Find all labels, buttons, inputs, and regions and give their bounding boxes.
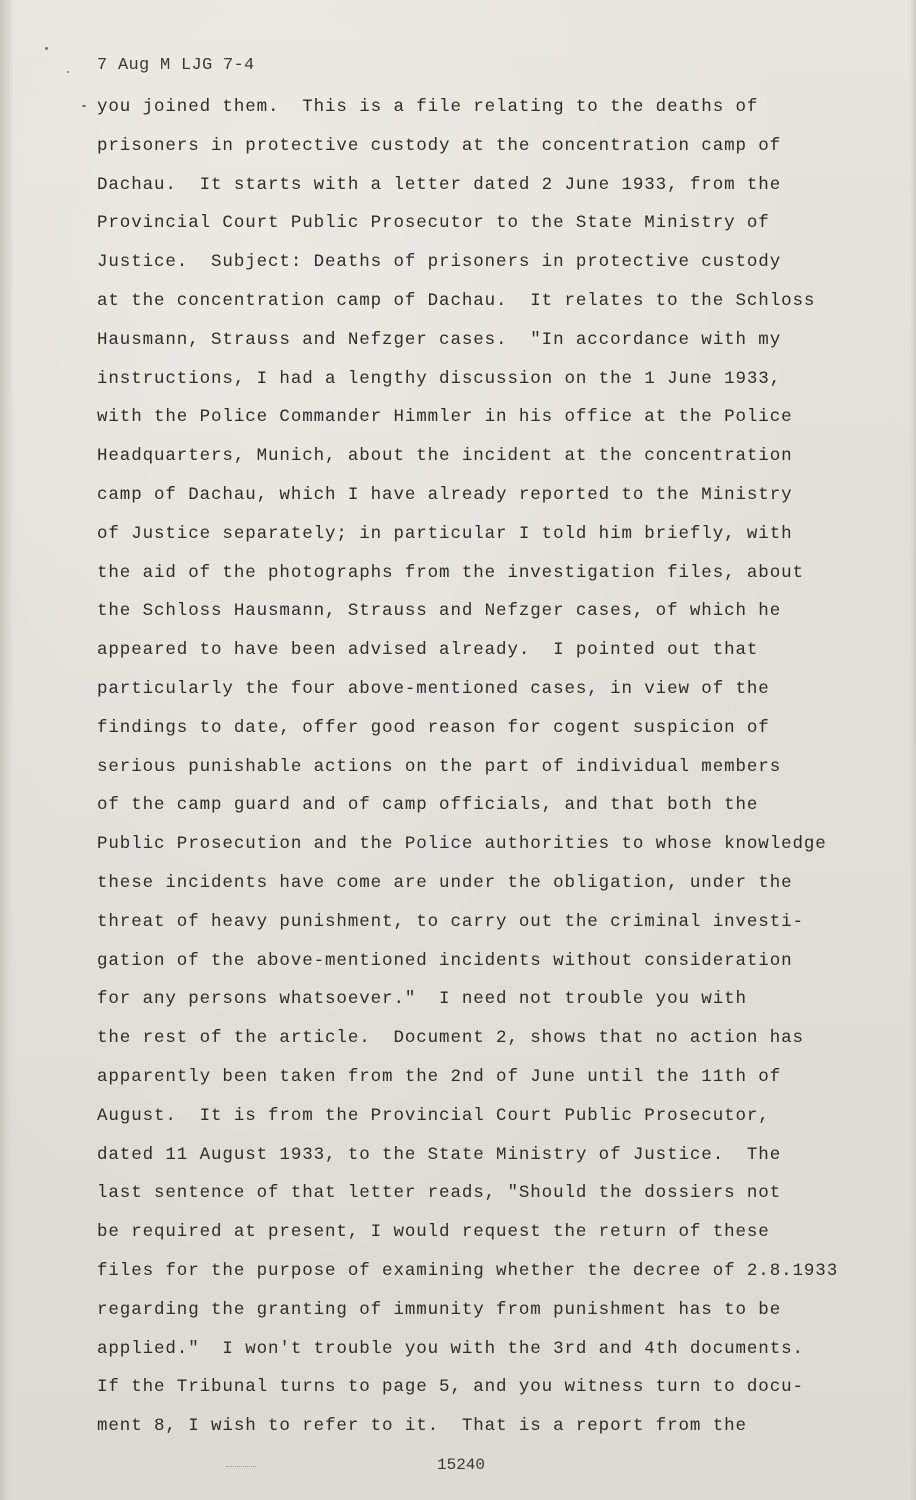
text-line: If the Tribunal turns to page 5, and you witness turn to docu- bbox=[97, 1377, 804, 1397]
text-line: the aid of the photographs from the investigation files, about bbox=[97, 563, 804, 583]
text-line: be required at present, I would request the return of these bbox=[97, 1222, 770, 1242]
text-line: the rest of the article. Document 2, shows that no action has bbox=[97, 1028, 804, 1048]
text-line: Justice. Subject: Deaths of prisoners in protective custody bbox=[97, 252, 782, 272]
page-header: 7 Aug M LJG 7-4 bbox=[97, 56, 255, 75]
text-line: last sentence of that letter reads, "Should the dossiers not bbox=[97, 1183, 782, 1203]
text-line: the Schloss Hausmann, Strauss and Nefzger cases, of which he bbox=[97, 601, 782, 621]
text-line: Provincial Court Public Prosecutor to the State Ministry of bbox=[97, 213, 770, 233]
text-line: of Justice separately; in particular I told him briefly, with bbox=[97, 524, 793, 544]
text-line: at the concentration camp of Dachau. It relates to the Schloss bbox=[97, 291, 816, 311]
text-line: instructions, I had a lengthy discussion on the 1 June 1933, bbox=[97, 369, 782, 389]
text-line: applied." I won't trouble you with the 3rd and 4th documents. bbox=[97, 1339, 804, 1359]
text-line: apparently been taken from the 2nd of June until the 11th of bbox=[97, 1067, 782, 1087]
text-line: you joined them. This is a file relating to the deaths of bbox=[97, 97, 759, 117]
text-line: Hausmann, Strauss and Nefzger cases. "In accordance with my bbox=[97, 330, 782, 350]
text-line: particularly the four above-mentioned cases, in view of the bbox=[97, 679, 770, 699]
text-line: for any persons whatsoever." I need not trouble you with bbox=[97, 989, 747, 1009]
text-line: Dachau. It starts with a letter dated 2 June 1933, from the bbox=[97, 175, 782, 195]
text-line: prisoners in protective custody at the concentration camp of bbox=[97, 136, 782, 156]
footer-mark bbox=[226, 1466, 256, 1468]
text-line: ment 8, I wish to refer to it. That is a report from the bbox=[97, 1416, 747, 1436]
text-line: with the Police Commander Himmler in his office at the Police bbox=[97, 407, 793, 427]
text-line: appeared to have been advised already. I pointed out that bbox=[97, 640, 759, 660]
page-number: 15240 bbox=[437, 1456, 486, 1474]
text-line: camp of Dachau, which I have already reported to the Ministry bbox=[97, 485, 793, 505]
text-line: dated 11 August 1933, to the State Ministry of Justice. The bbox=[97, 1145, 782, 1165]
text-line: files for the purpose of examining whether the decree of 2.8.1933 bbox=[97, 1261, 839, 1281]
text-line: threat of heavy punishment, to carry out the criminal investi- bbox=[97, 912, 804, 932]
text-line: these incidents have come are under the obligation, under the bbox=[97, 873, 793, 893]
text-line: August. It is from the Provincial Court Public Prosecutor, bbox=[97, 1106, 770, 1126]
text-line: regarding the granting of immunity from punishment has to be bbox=[97, 1300, 782, 1320]
text-line: findings to date, offer good reason for cogent suspicion of bbox=[97, 718, 770, 738]
text-line: serious punishable actions on the part of individual members bbox=[97, 757, 782, 777]
text-line: Headquarters, Munich, about the incident at the concentration bbox=[97, 446, 793, 466]
text-line: gation of the above-mentioned incidents without consideration bbox=[97, 951, 793, 971]
text-line: of the camp guard and of camp officials, and that both the bbox=[97, 795, 759, 815]
text-line: Public Prosecution and the Police authorities to whose knowledge bbox=[97, 834, 827, 854]
